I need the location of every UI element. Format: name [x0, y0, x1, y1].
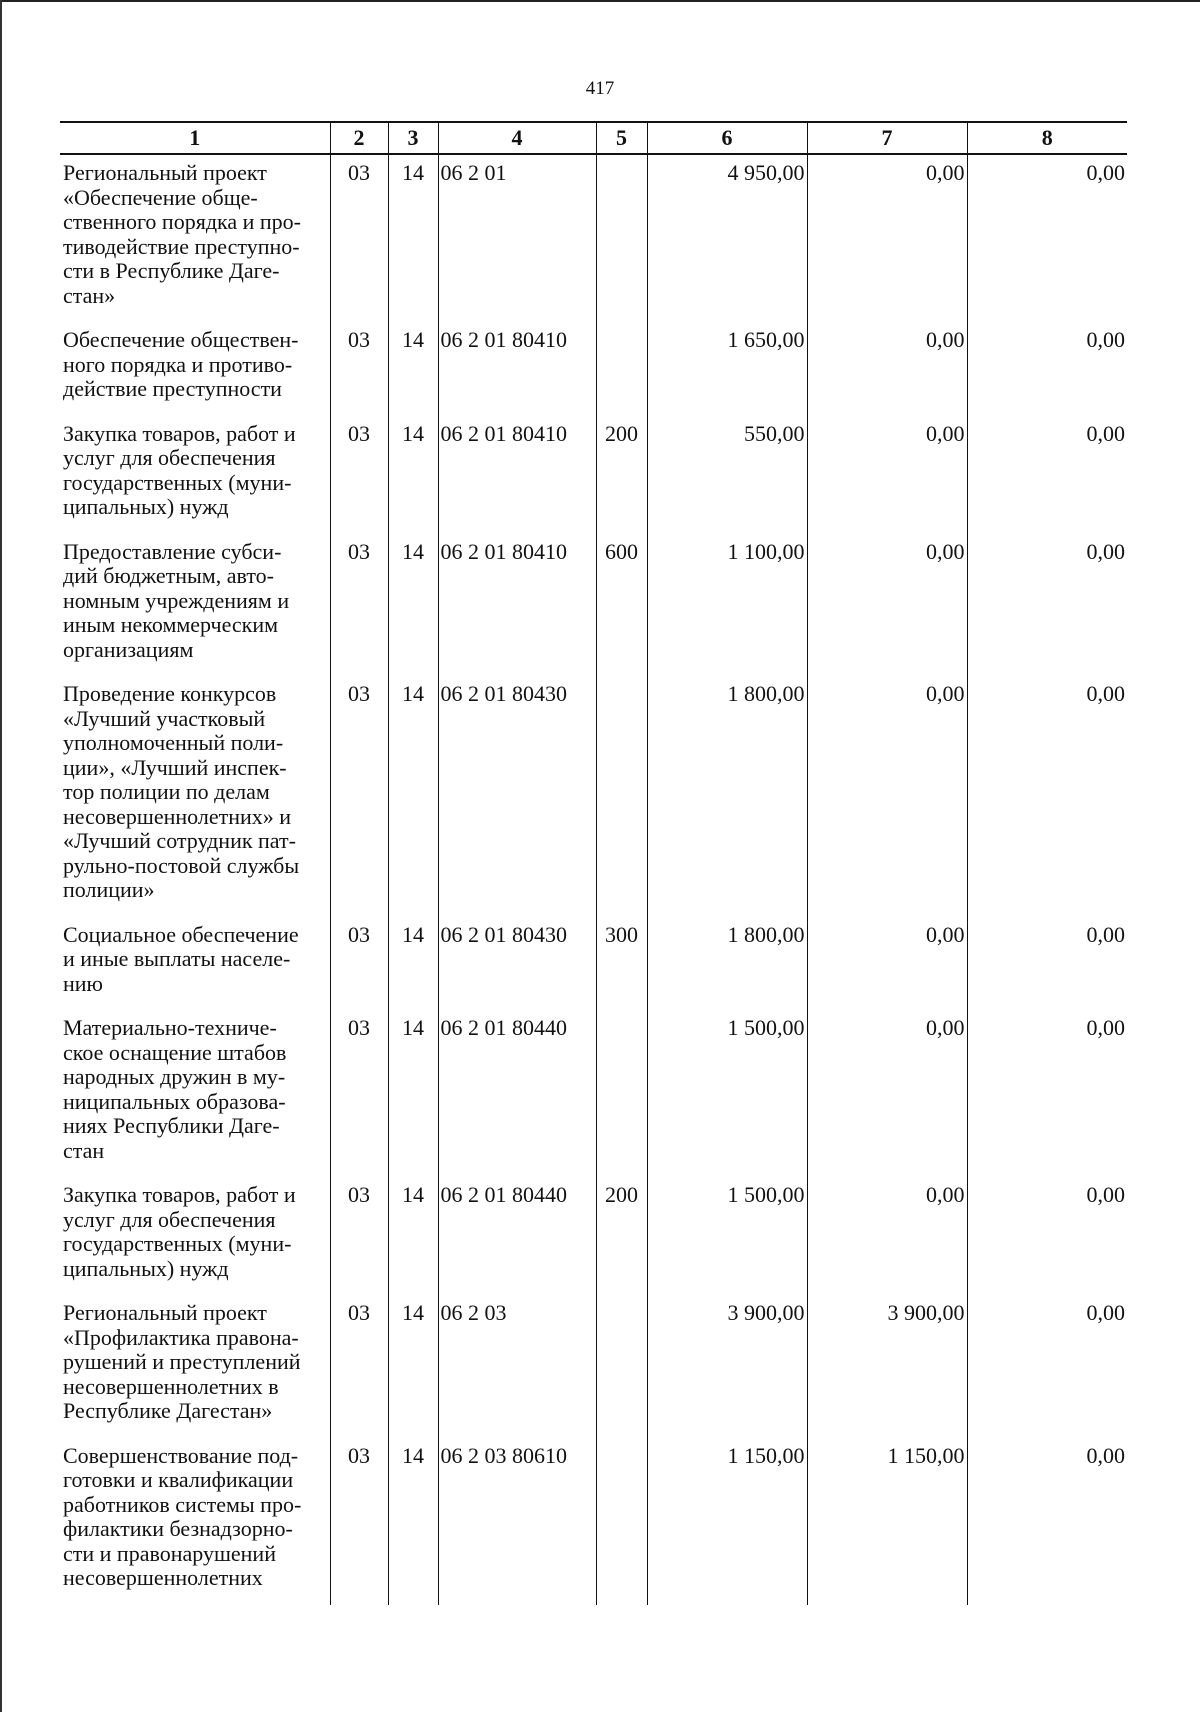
amount-col6-text: 3 900,00 [727, 1300, 805, 1325]
scan-edge-top [0, 0, 1200, 2]
subsection-code [388, 1010, 438, 1177]
expense-name-text: Региональный проект «Профилактика правона- рушений и преступлений несовершеннолетних в Республике Дагестан» [63, 1300, 301, 1423]
subsection-code [388, 1177, 438, 1295]
subsection-code [388, 1438, 438, 1605]
subsection-code [388, 416, 438, 534]
target-article-code-text: 06 2 01 80410 [440, 538, 567, 564]
section-code-text: 03 [348, 1015, 370, 1040]
table-row [60, 1295, 1127, 1438]
column-header-2: 2 [330, 122, 388, 154]
subsection-code [388, 676, 438, 917]
expense-name-text: Предоставление субси- дий бюджетным, авто- номным учреждениям и иным некоммерческим организациям [63, 538, 290, 662]
section-code [330, 534, 388, 677]
expense-type-code-text: 200 [605, 420, 638, 446]
subsection-code [388, 917, 438, 1011]
subsection-code-text: 14 [402, 1182, 424, 1207]
amount-col6-text: 4 950,00 [727, 160, 805, 185]
expense-name-text: Обеспечение обществен- ного порядка и противо- действие преступности [63, 327, 299, 401]
section-code-text: 03 [348, 538, 370, 564]
table-row [60, 416, 1127, 534]
budget-table [60, 121, 1127, 1605]
expense-name [60, 534, 330, 677]
amount-col6 [647, 1438, 807, 1605]
amount-col7 [807, 534, 967, 677]
amount-col7 [807, 1438, 967, 1605]
amount-col7-text: 0,00 [926, 160, 965, 185]
amount-col7-text: 0,00 [926, 327, 965, 352]
amount-col6 [647, 1295, 807, 1438]
expense-name [60, 1295, 330, 1438]
amount-col7 [807, 1295, 967, 1438]
section-code [330, 154, 388, 322]
amount-col8 [967, 416, 1127, 534]
amount-col7 [807, 917, 967, 1011]
amount-col6 [647, 1010, 807, 1177]
amount-col6 [647, 676, 807, 917]
expense-name [60, 917, 330, 1011]
amount-col7 [807, 676, 967, 917]
amount-col6-text: 1 100,00 [727, 538, 805, 564]
amount-col8 [967, 534, 1127, 677]
subsection-code [388, 154, 438, 322]
section-code [330, 1010, 388, 1177]
amount-col7-text: 0,00 [926, 420, 965, 446]
amount-col8 [967, 1010, 1127, 1177]
section-code-text: 03 [348, 921, 370, 947]
amount-col6 [647, 1177, 807, 1295]
target-article-code-text: 06 2 01 80410 [440, 327, 567, 352]
section-code [330, 1295, 388, 1438]
expense-name [60, 1438, 330, 1605]
amount-col8-text: 0,00 [1086, 1015, 1125, 1040]
target-article-code [438, 154, 596, 322]
section-code-text: 03 [348, 327, 370, 352]
table-row [60, 1177, 1127, 1295]
section-code [330, 1438, 388, 1605]
amount-col6-text: 550,00 [744, 420, 805, 446]
amount-col7 [807, 322, 967, 416]
amount-col8-text: 0,00 [1086, 160, 1125, 185]
subsection-code-text: 14 [402, 420, 424, 446]
expense-name [60, 1010, 330, 1177]
amount-col8-text: 0,00 [1086, 327, 1125, 352]
amount-col8-text: 0,00 [1086, 1182, 1125, 1207]
table-row [60, 534, 1127, 677]
amount-col8-text: 0,00 [1086, 1300, 1125, 1325]
scan-edge-left [0, 0, 2, 1712]
amount-col7-text: 0,00 [926, 921, 965, 947]
subsection-code [388, 322, 438, 416]
expense-type-code [596, 917, 647, 1011]
table-row [60, 322, 1127, 416]
expense-type-code [596, 1177, 647, 1295]
subsection-code-text: 14 [402, 538, 424, 564]
expense-type-code [596, 1010, 647, 1177]
section-code [330, 676, 388, 917]
subsection-code [388, 534, 438, 677]
target-article-code-text: 06 2 03 [440, 1300, 507, 1325]
amount-col6 [647, 917, 807, 1011]
target-article-code [438, 534, 596, 677]
table-row [60, 154, 1127, 322]
subsection-code-text: 14 [402, 921, 424, 947]
section-code [330, 322, 388, 416]
subsection-code-text: 14 [402, 1015, 424, 1040]
expense-type-code [596, 534, 647, 677]
amount-col6-text: 1 500,00 [727, 1015, 805, 1040]
amount-col7 [807, 154, 967, 322]
amount-col7-text: 0,00 [926, 1182, 965, 1207]
expense-name-text: Закупка товаров, работ и услуг для обеспечения государственных (муни- ципальных) нужд [63, 420, 296, 519]
subsection-code-text: 14 [402, 327, 424, 352]
amount-col8 [967, 154, 1127, 322]
amount-col6 [647, 154, 807, 322]
expense-name-text: Материально-техниче- ское оснащение штабов народных дружин в му- ниципальных образова- ниях Республики Даге- стан [63, 1015, 287, 1163]
amount-col7-text: 0,00 [926, 538, 965, 564]
section-code-text: 03 [348, 1300, 370, 1325]
target-article-code [438, 1010, 596, 1177]
expense-name [60, 416, 330, 534]
page-number: 417 [585, 78, 615, 99]
amount-col7 [807, 1010, 967, 1177]
amount-col8 [967, 1438, 1127, 1605]
target-article-code [438, 416, 596, 534]
amount-col8 [967, 1295, 1127, 1438]
expense-type-code [596, 1295, 647, 1438]
target-article-code [438, 676, 596, 917]
target-article-code-text: 06 2 01 [440, 160, 507, 185]
column-header-6: 6 [647, 122, 807, 154]
amount-col7-text: 3 900,00 [887, 1300, 965, 1325]
amount-col7-text: 0,00 [926, 1015, 965, 1040]
amount-col6 [647, 322, 807, 416]
amount-col8 [967, 322, 1127, 416]
subsection-code-text: 14 [402, 1442, 424, 1468]
expense-type-code-text: 200 [605, 1182, 638, 1207]
table-body [60, 154, 1127, 1605]
section-code-text: 03 [348, 681, 370, 706]
amount-col6-text: 1 650,00 [727, 327, 805, 352]
target-article-code [438, 1438, 596, 1605]
table-row [60, 1438, 1127, 1605]
amount-col6-text: 1 800,00 [727, 681, 805, 706]
expense-type-code [596, 322, 647, 416]
column-header-3: 3 [388, 122, 438, 154]
expense-type-code-text: 600 [605, 538, 638, 564]
expense-name [60, 1177, 330, 1295]
table-row [60, 917, 1127, 1011]
amount-col8 [967, 917, 1127, 1011]
expense-name-text: Закупка товаров, работ и услуг для обеспечения государственных (муни- ципальных) нужд [63, 1182, 296, 1281]
table-row [60, 676, 1127, 917]
expense-type-code [596, 154, 647, 322]
amount-col7-text: 0,00 [926, 681, 965, 706]
column-header-4: 4 [438, 122, 596, 154]
target-article-code-text: 06 2 01 80430 [440, 921, 567, 947]
amount-col8-text: 0,00 [1086, 921, 1125, 947]
section-code-text: 03 [348, 160, 370, 185]
expense-name-text: Проведение конкурсов «Лучший участковый уполномоченный поли- ции», «Лучший инспек- тор полиции по делам несовершеннолетних» и «Лучший сотрудник пат- рульно-постовой службы полиции» [63, 681, 300, 902]
amount-col8 [967, 676, 1127, 917]
target-article-code-text: 06 2 01 80440 [440, 1182, 567, 1207]
column-header-5: 5 [596, 122, 647, 154]
amount-col6 [647, 534, 807, 677]
section-code-text: 03 [348, 1182, 370, 1207]
expense-type-code-text: 300 [605, 921, 638, 947]
amount-col8-text: 0,00 [1086, 1442, 1125, 1468]
amount-col7 [807, 416, 967, 534]
amount-col8 [967, 1177, 1127, 1295]
expense-type-code [596, 416, 647, 534]
expense-type-code [596, 1438, 647, 1605]
expense-type-code [596, 676, 647, 917]
target-article-code-text: 06 2 01 80440 [440, 1015, 567, 1040]
column-header-8: 8 [967, 122, 1127, 154]
column-header-7: 7 [807, 122, 967, 154]
amount-col6-text: 1 500,00 [727, 1182, 805, 1207]
expense-name-text: Социальное обеспечение и иные выплаты населе- нию [63, 921, 299, 996]
target-article-code [438, 917, 596, 1011]
section-code [330, 917, 388, 1011]
target-article-code [438, 322, 596, 416]
target-article-code-text: 06 2 03 80610 [440, 1442, 567, 1468]
expense-name [60, 322, 330, 416]
expense-name [60, 154, 330, 322]
amount-col7 [807, 1177, 967, 1295]
subsection-code [388, 1295, 438, 1438]
section-code [330, 1177, 388, 1295]
amount-col7-text: 1 150,00 [887, 1442, 965, 1468]
target-article-code-text: 06 2 01 80410 [440, 420, 567, 446]
table-row [60, 1010, 1127, 1177]
section-code-text: 03 [348, 1442, 370, 1468]
amount-col8-text: 0,00 [1086, 681, 1125, 706]
target-article-code [438, 1295, 596, 1438]
expense-name-text: Региональный проект «Обеспечение обще- ственного порядка и про- тиводействие преступно- сти в Республике Даге- стан» [63, 160, 302, 308]
expense-name-text: Совершенствование под- готовки и квалификации работников системы про- филактики безнадзорно- сти и правонарушений несовершеннолетних [63, 1442, 302, 1590]
amount-col6 [647, 416, 807, 534]
expense-name [60, 676, 330, 917]
section-code-text: 03 [348, 420, 370, 446]
amount-col8-text: 0,00 [1086, 420, 1125, 446]
subsection-code-text: 14 [402, 160, 424, 185]
section-code [330, 416, 388, 534]
table-header-row [60, 122, 1127, 154]
column-header-1: 1 [60, 122, 330, 154]
amount-col8-text: 0,00 [1086, 538, 1125, 564]
amount-col6-text: 1 800,00 [727, 921, 805, 947]
subsection-code-text: 14 [402, 1300, 424, 1325]
amount-col6-text: 1 150,00 [727, 1442, 805, 1468]
target-article-code-text: 06 2 01 80430 [440, 681, 567, 706]
subsection-code-text: 14 [402, 681, 424, 706]
target-article-code [438, 1177, 596, 1295]
